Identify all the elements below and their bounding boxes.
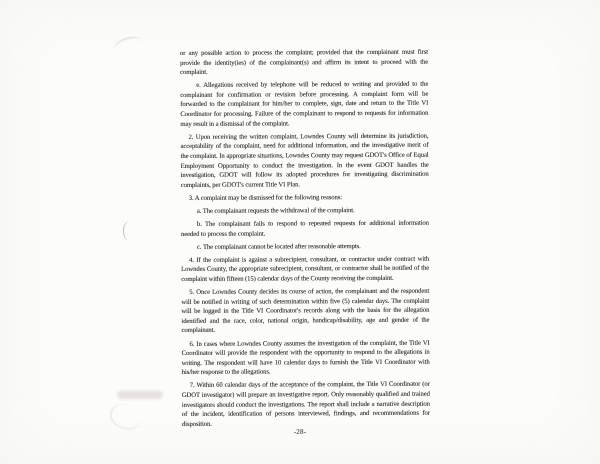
paragraph-3c: c. The complainant cannot be located after reasonable attempts.	[197, 242, 361, 251]
paragraph-item-e: e. Allegations received by telephone will be reduced to writing and provided to the complainant for confirmation or revision before processing. A complaint form will be forwarded to the complainant for him/her to complete, sign, date and return to the Title VI Coordinator for processing. Failure of the complainant to respond to requests for information may result in a dismissal of the complaint.	[180, 80, 429, 128]
pencil-mark-artifact	[111, 34, 144, 58]
paragraph-5: 5. Once Lowndes County decides its course of action, the complainant and the respondent will be notified in writing of such determination within five (5) calendar days. The complaint will be logged in the Title VI Coordinator's records along with the basis for the allegation identified and the race, color, national origin, handicap/disability, age and gender of the complainant.	[181, 287, 430, 335]
paragraph-3: 3. A complaint may be dismissed for the following reasons:	[188, 193, 343, 202]
smudge-artifact	[117, 391, 163, 399]
paragraph-continuation: or any possible action to process the complaint; provided that the complainant must first provide the identity(ies) of the complainant(s) and affirm its intent to proceed with the complaint.	[180, 48, 429, 77]
paragraph-4: 4. If the complaint is against a subrecipient, consultant, or contractor under contract with Lowndes County, the appropriate subrecipient, consultant, or contractor shall be notified of the complaint within fifteen (15) calendar days of the County receiving the complaint.	[181, 255, 430, 283]
paragraph-6: 6. In cases where Lowndes County assumes the investigation of the complaint, the Title VI Coordinator will provide the respondent with the opportunity to respond to the allegations in writing. The respondent will have 10 calendar days to furnish the Title VI Coordinator with his/her response to the allegations.	[181, 339, 430, 377]
curve-mark-artifact	[108, 401, 145, 432]
paragraph-7: 7. Within 60 calendar days of the acceptance of the complaint, the Title VI Coordinator (or GDOT investigator) will prepare an investigative report. Only reasonably qualified and trained investigators should conduct the investigations. The report shall include a narrative description of the incident, identification of persons interviewed, findings, and recommendations for disposition.	[181, 381, 430, 428]
paragraph-3a: a. The complainant requests the withdrawal of the complaint.	[196, 206, 355, 215]
document-text-block	[180, 48, 430, 433]
paragraph-3b: b. The complainant fails to respond to repeated requests for additional information needed to process the complaint.	[180, 219, 429, 238]
crescent-mark-artifact	[123, 221, 137, 241]
page-number: -28-	[293, 428, 307, 436]
paragraph-2: 2. Upon receiving the written complaint, Lowndes County will determine its jurisdiction, acceptability of the complaint, need for additional information, and the investigative merit of the complaint. In appropriate situations, Lowndes County may request GDOT's Office of Equal Employment Opportunity to conduct the investigation. In the event GDOT handles the investigation, GDOT will follow its adopted procedures for investigating discrimination complaints, per GDOT's current Title VI Plan.	[180, 132, 429, 189]
